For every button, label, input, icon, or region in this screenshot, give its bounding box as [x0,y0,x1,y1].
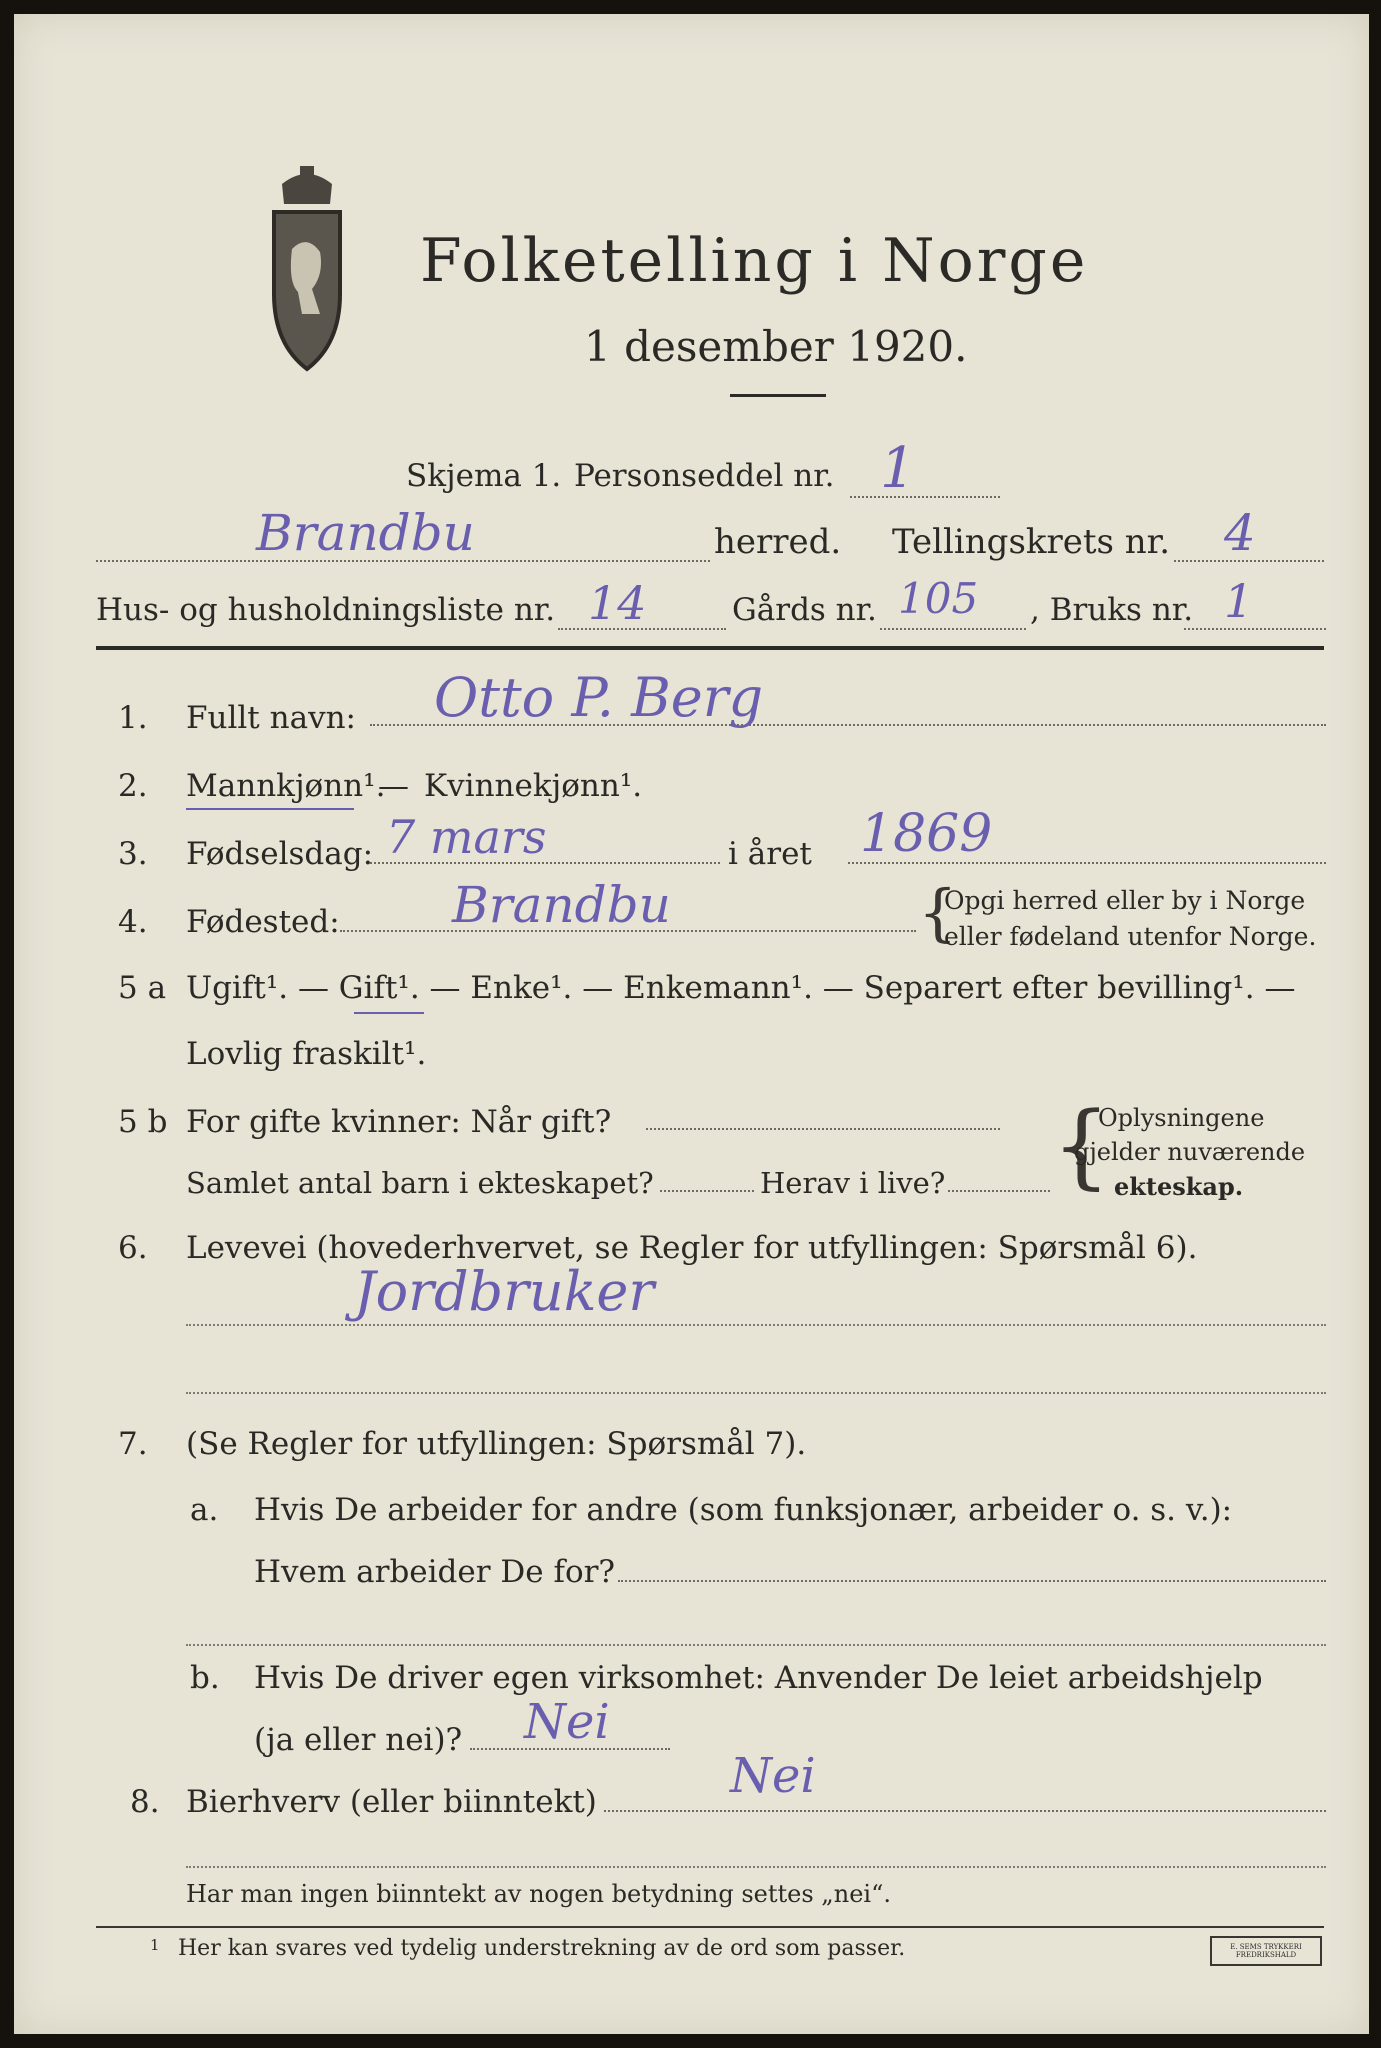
q5b-children-line [660,1190,754,1192]
husliste-value[interactable]: 14 [588,576,647,630]
q5b-label-married: For gifte kvinner: Når gift? [186,1104,612,1140]
q5a-options[interactable]: Ugift¹. — Gift¹. — Enke¹. — Enkemann¹. — Separert efter bevilling¹. — [186,970,1296,1006]
q3-year-label: i året [728,836,812,872]
q4-number: 4. [118,904,148,940]
personseddel-label: Personseddel nr. [574,458,835,494]
q6-value[interactable]: Jordbruker [354,1260,655,1323]
printer-stamp [1210,1936,1322,1966]
tellingskrets-label: Tellingskrets nr. [892,522,1171,562]
q5b-note-line2: gjelder nuværende [1074,1138,1306,1166]
q8-line-2 [186,1866,1326,1868]
bruks-label: , Bruks nr. [1030,592,1194,628]
footnote-mark: 1 [150,1936,160,1954]
q2-separator: — [378,768,409,804]
q3-label: Fødselsdag: [186,836,374,872]
q7b-label-line1: Hvis De driver egen virksomhet: Anvender De leiet arbeidshjelp [254,1660,1263,1696]
q8-line [604,1810,1326,1812]
q4-note-line2: eller fødeland utenfor Norge. [944,922,1317,951]
q2-number: 2. [118,768,148,804]
q5b-brace: { [1052,1092,1111,1199]
q5b-married-line [646,1128,1000,1130]
q6-line-2 [186,1392,1326,1394]
q5b-note-line3: ekteskap. [1114,1172,1244,1201]
herred-value[interactable]: Brandbu [256,504,475,562]
q4-note-line1: Opgi herred eller by i Norge [944,886,1306,915]
q6-label: Levevei (hovederhvervet, se Regler for utfyllingen: Spørsmål 6). [186,1230,1198,1266]
q6-number: 6. [118,1230,148,1266]
q8-label: Bierhverv (eller biinntekt) [186,1784,597,1820]
personseddel-line [850,496,1000,498]
header-separator [96,646,1324,650]
gards-value[interactable]: 105 [898,574,979,623]
q5b-label-children: Samlet antal barn i ekteskapet? [186,1166,654,1200]
bruks-line [1184,628,1326,630]
printer-stamp-text: E. SEMS TRYKKERI FREDRIKSHALD [1230,1943,1302,1959]
q1-label: Fullt navn: [186,700,356,736]
q7b-value[interactable]: Nei [524,1694,610,1750]
coat-of-arms-icon [252,164,362,374]
q8-number: 8. [130,1784,160,1820]
q7a-label-line1: Hvis De arbeider for andre (som funksjonær, arbeider o. s. v.): [254,1492,1233,1528]
q2-male-option[interactable]: Mannkjønn¹. [186,768,386,804]
q1-number: 1. [118,700,148,736]
q5b-alive-line [948,1190,1050,1192]
title-divider [730,394,826,397]
q7-number: 7. [118,1426,148,1462]
q7a-label-line2: Hvem arbeider De for? [254,1554,616,1590]
q7a-line-2 [186,1644,1326,1646]
husliste-label: Hus- og husholdningsliste nr. [96,592,556,628]
personseddel-value[interactable]: 1 [880,436,916,501]
skjema-label: Skjema 1. [406,458,562,494]
q5b-note-line1: Oplysningene [1098,1104,1265,1132]
q5a-gift-underline [354,1012,424,1014]
footer-note: Har man ingen biinntekt av nogen betydning settes „nei“. [186,1880,891,1908]
q7b-letter: b. [190,1660,220,1696]
q7-label: (Se Regler for utfyllingen: Spørsmål 7). [186,1426,807,1462]
census-date: 1 desember 1920. [584,322,968,371]
q2-male-underline [186,808,354,810]
q4-brace: { [918,876,958,949]
q4-value[interactable]: Brandbu [452,876,671,934]
gards-line [880,628,1026,630]
bruks-value[interactable]: 1 [1224,574,1254,628]
q5a-options-line2[interactable]: Lovlig fraskilt¹. [186,1036,427,1072]
footnote-text: Her kan svares ved tydelig understrekning av de ord som passer. [178,1936,906,1961]
q5b-label-alive: Herav i live? [760,1166,946,1200]
tellingskrets-value[interactable]: 4 [1224,504,1256,562]
q4-label: Fødested: [186,904,340,940]
q1-value[interactable]: Otto P. Berg [434,666,764,729]
q7b-label-line2: (ja eller nei)? [254,1722,463,1758]
q3-value[interactable]: 7 mars [386,810,547,864]
herred-label: herred. [714,522,842,562]
q7a-line-1 [618,1580,1326,1582]
q2-female-option[interactable]: Kvinnekjønn¹. [424,768,643,804]
q3-number: 3. [118,836,148,872]
q6-line-1 [186,1324,1326,1326]
gards-label: Gårds nr. [732,592,877,628]
q8-value[interactable]: Nei [730,1748,816,1804]
census-form [14,14,1369,2034]
q7a-letter: a. [190,1492,219,1528]
q5a-number: 5 a [118,970,167,1006]
q5b-number: 5 b [118,1104,168,1140]
footer-divider [96,1926,1324,1928]
q3-year-value[interactable]: 1869 [860,804,993,864]
form-title: Folketelling i Norge [420,226,1089,296]
